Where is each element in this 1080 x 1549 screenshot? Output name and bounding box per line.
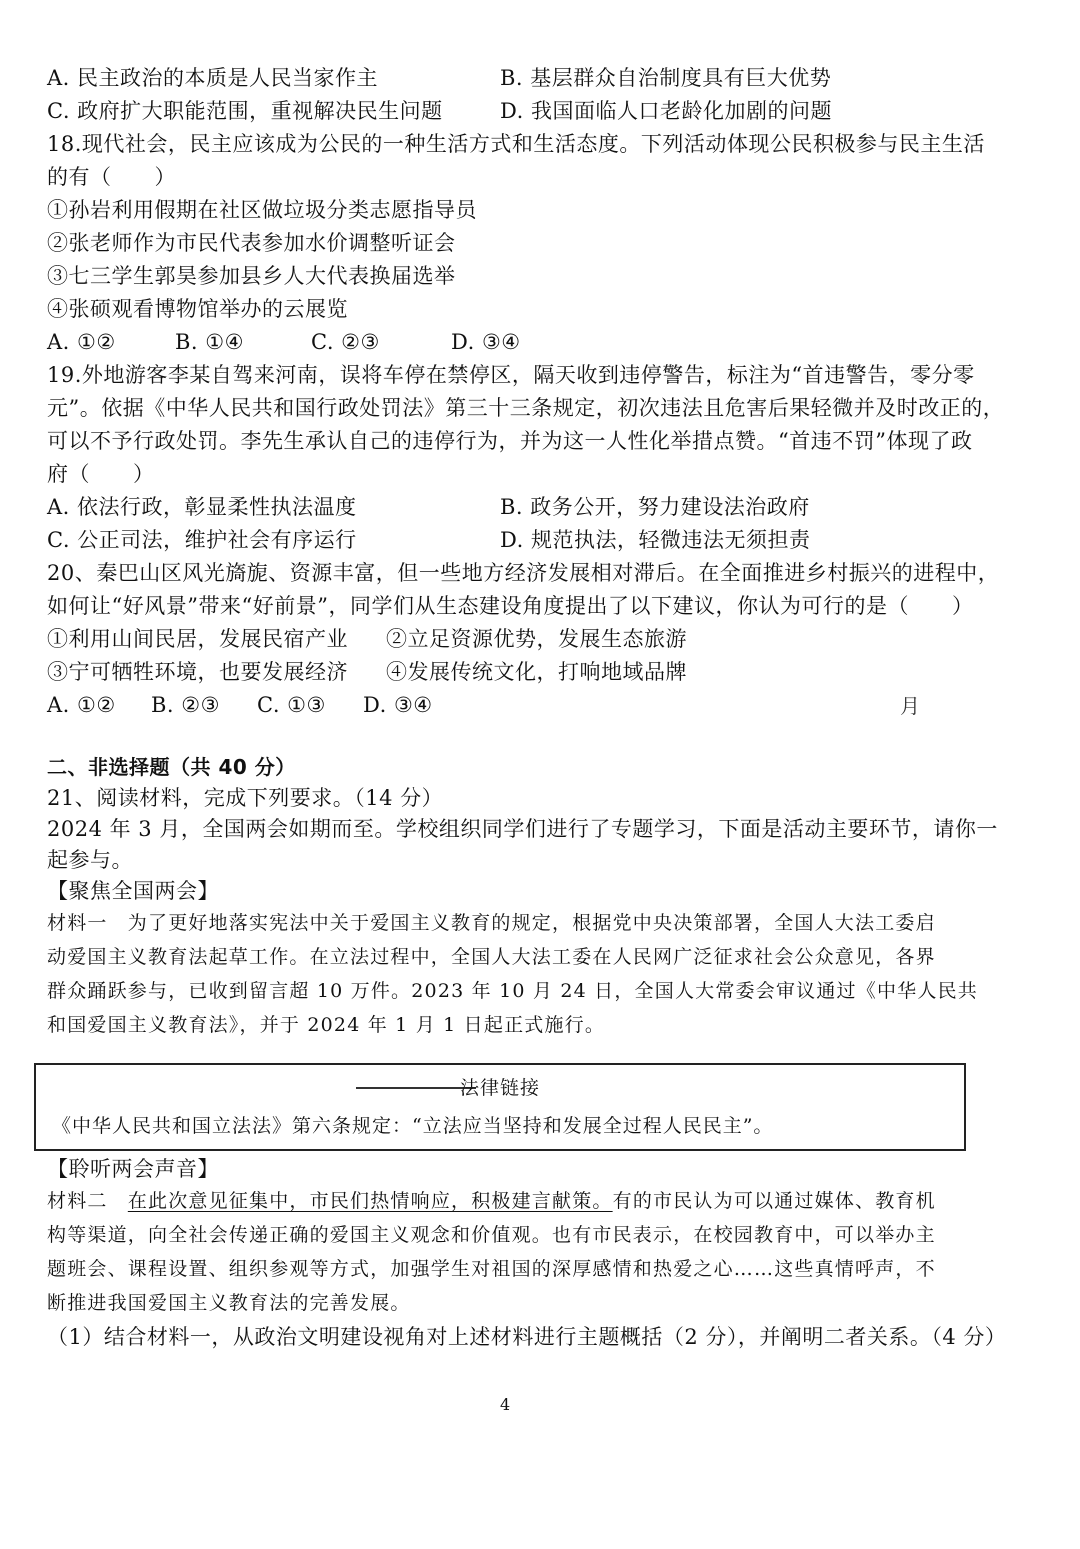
page-number: 4 [500, 1395, 511, 1414]
q18-item-4: ④张硕观看博物馆举办的云展览 [47, 297, 348, 321]
q20-option-d: D. ③④ [363, 693, 433, 717]
q18-option-b: B. ①④ [175, 330, 244, 354]
material1-line-3: 群众踊跃参与，已收到留言超 10 万件。2023 年 10 月 24 日，全国人大常委会审议通过《中华人民共 [47, 980, 978, 1002]
q18-option-d: D. ③④ [451, 330, 521, 354]
q21-intro-cont: 起参与。 [47, 848, 133, 872]
material2-line-4: 断推进我国爱国主义教育法的完善发展。 [47, 1292, 411, 1314]
q17-option-d: D. 我国面临人口老龄化加剧的问题 [500, 99, 832, 123]
q19-option-a: A. 依法行政，彰显柔性执法温度 [47, 495, 357, 519]
q17-option-a: A. 民主政治的本质是人民当家作主 [47, 66, 379, 90]
material2-line-1 [47, 1186, 936, 1216]
q20-option-b: B. ②③ [151, 693, 220, 717]
q20-item-3: ③宁可牺牲环境，也要发展经济 [47, 660, 348, 684]
material2-line-2: 构等渠道，向全社会传递正确的爱国主义观念和价值观。也有市民表示，在校园教育中，可以举办主 [47, 1224, 936, 1246]
material1-line-4: 和国爱国主义教育法》，并于 2024 年 1 月 1 日起正式施行。 [47, 1014, 606, 1036]
q20-item-2: ②立足资源优势，发展生态旅游 [386, 627, 687, 651]
handwritten-mark: 月 [900, 694, 920, 718]
q20-stem-cont: 如何让“好风景”带来“好前景”，同学们从生态建设角度提出了以下建议，你认为可行的是（ ） [47, 594, 974, 618]
q21-intro: 2024 年 3 月，全国两会如期而至。学校组织同学们进行了专题学习，下面是活动主要环节，请你一 [47, 817, 998, 841]
law-link-text: 《中华人民共和国立法法》第六条规定：“立法应当坚持和发展全过程人民民主”。 [52, 1115, 774, 1137]
q20-stem: 20、秦巴山区风光旖旎、资源丰富，但一些地方经济发展相对滞后。在全面推进乡村振兴的进程中， [47, 561, 1000, 585]
q19-option-c: C. 公正司法，维护社会有序运行 [47, 528, 357, 552]
material2-underlined: 在此次意见征集中，市民们热情响应，积极建言献策。 [127, 1190, 613, 1212]
q17-option-b: B. 基层群众自治制度具有巨大优势 [500, 66, 832, 90]
q20-options [47, 690, 433, 720]
q18-item-2: ②张老师作为市民代表参加水价调整听证会 [47, 231, 456, 255]
q19-stem: 19.外地游客李某自驾来河南，误将车停在禁停区，隔天收到违停警告，标注为“首违警告，零分零 [47, 363, 975, 387]
q18-stem-cont: 的有（ ） [47, 165, 176, 189]
material1-line-2: 动爱国主义教育法起草工作。在立法过程中，全国人大法工委在人民网广泛征求社会公众意见，各界 [47, 946, 936, 968]
material1-line-1: 材料一 为了更好地落实宪法中关于爱国主义教育的规定，根据党中央决策部署，全国人大法工委启 [47, 912, 936, 934]
section-title: 二、非选择题（共 40 分） [47, 755, 296, 779]
q18-options [47, 327, 521, 357]
law-link-box [34, 1063, 966, 1151]
q19-option-b: B. 政务公开，努力建设法治政府 [500, 495, 810, 519]
q17-option-c: C. 政府扩大职能范围，重视解决民生问题 [47, 99, 443, 123]
law-link-title: 法律链接 [459, 1077, 540, 1099]
listen-title: 【聆听两会声音】 [47, 1157, 219, 1181]
q18-item-1: ①孙岩利用假期在社区做垃圾分类志愿指导员 [47, 198, 477, 222]
q18-option-c: C. ②③ [311, 330, 380, 354]
material2-label: 材料二 [47, 1190, 108, 1212]
q20-option-c: C. ①③ [257, 693, 326, 717]
q20-item-4: ④发展传统文化，打响地域品牌 [386, 660, 687, 684]
q19-option-d: D. 规范执法，轻微违法无须担责 [500, 528, 811, 552]
q18-item-3: ③七三学生郭昊参加县乡人大代表换届选举 [47, 264, 456, 288]
q18-stem: 18.现代社会，民主应该成为公民的一种生活方式和生活态度。下列活动体现公民积极参与民主生活 [47, 132, 985, 156]
material2-line-3: 题班会、课程设置、组织参观等方式，加强学生对祖国的深厚感情和热爱之心……这些真情呼声，不 [47, 1258, 936, 1280]
q18-option-a: A. ①② [47, 330, 116, 354]
q20-option-a: A. ①② [47, 693, 116, 717]
q21-stem: 21、阅读材料，完成下列要求。（14 分） [47, 786, 444, 810]
q19-stem-cont-1: 元”。依据《中华人民共和国行政处罚法》第三十三条规定，初次违法且危害后果轻微并及时改正的， [47, 396, 1005, 420]
q20-item-1: ①利用山间民居，发展民宿产业 [47, 627, 348, 651]
material2-rest: 有的市民认为可以通过媒体、教育机 [612, 1190, 936, 1212]
q19-stem-cont-3: 府（ ） [47, 462, 155, 486]
q19-stem-cont-2: 可以不予行政处罚。李先生承认自己的违停行为，并为这一人性化举措点赞。“首违不罚”体现了政 [47, 429, 973, 453]
focus-title: 【聚焦全国两会】 [47, 879, 219, 903]
q21-part-1: （1）结合材料一，从政治文明建设视角对上述材料进行主题概括（2 分），并阐明二者关系。（4 分） [47, 1325, 1007, 1349]
